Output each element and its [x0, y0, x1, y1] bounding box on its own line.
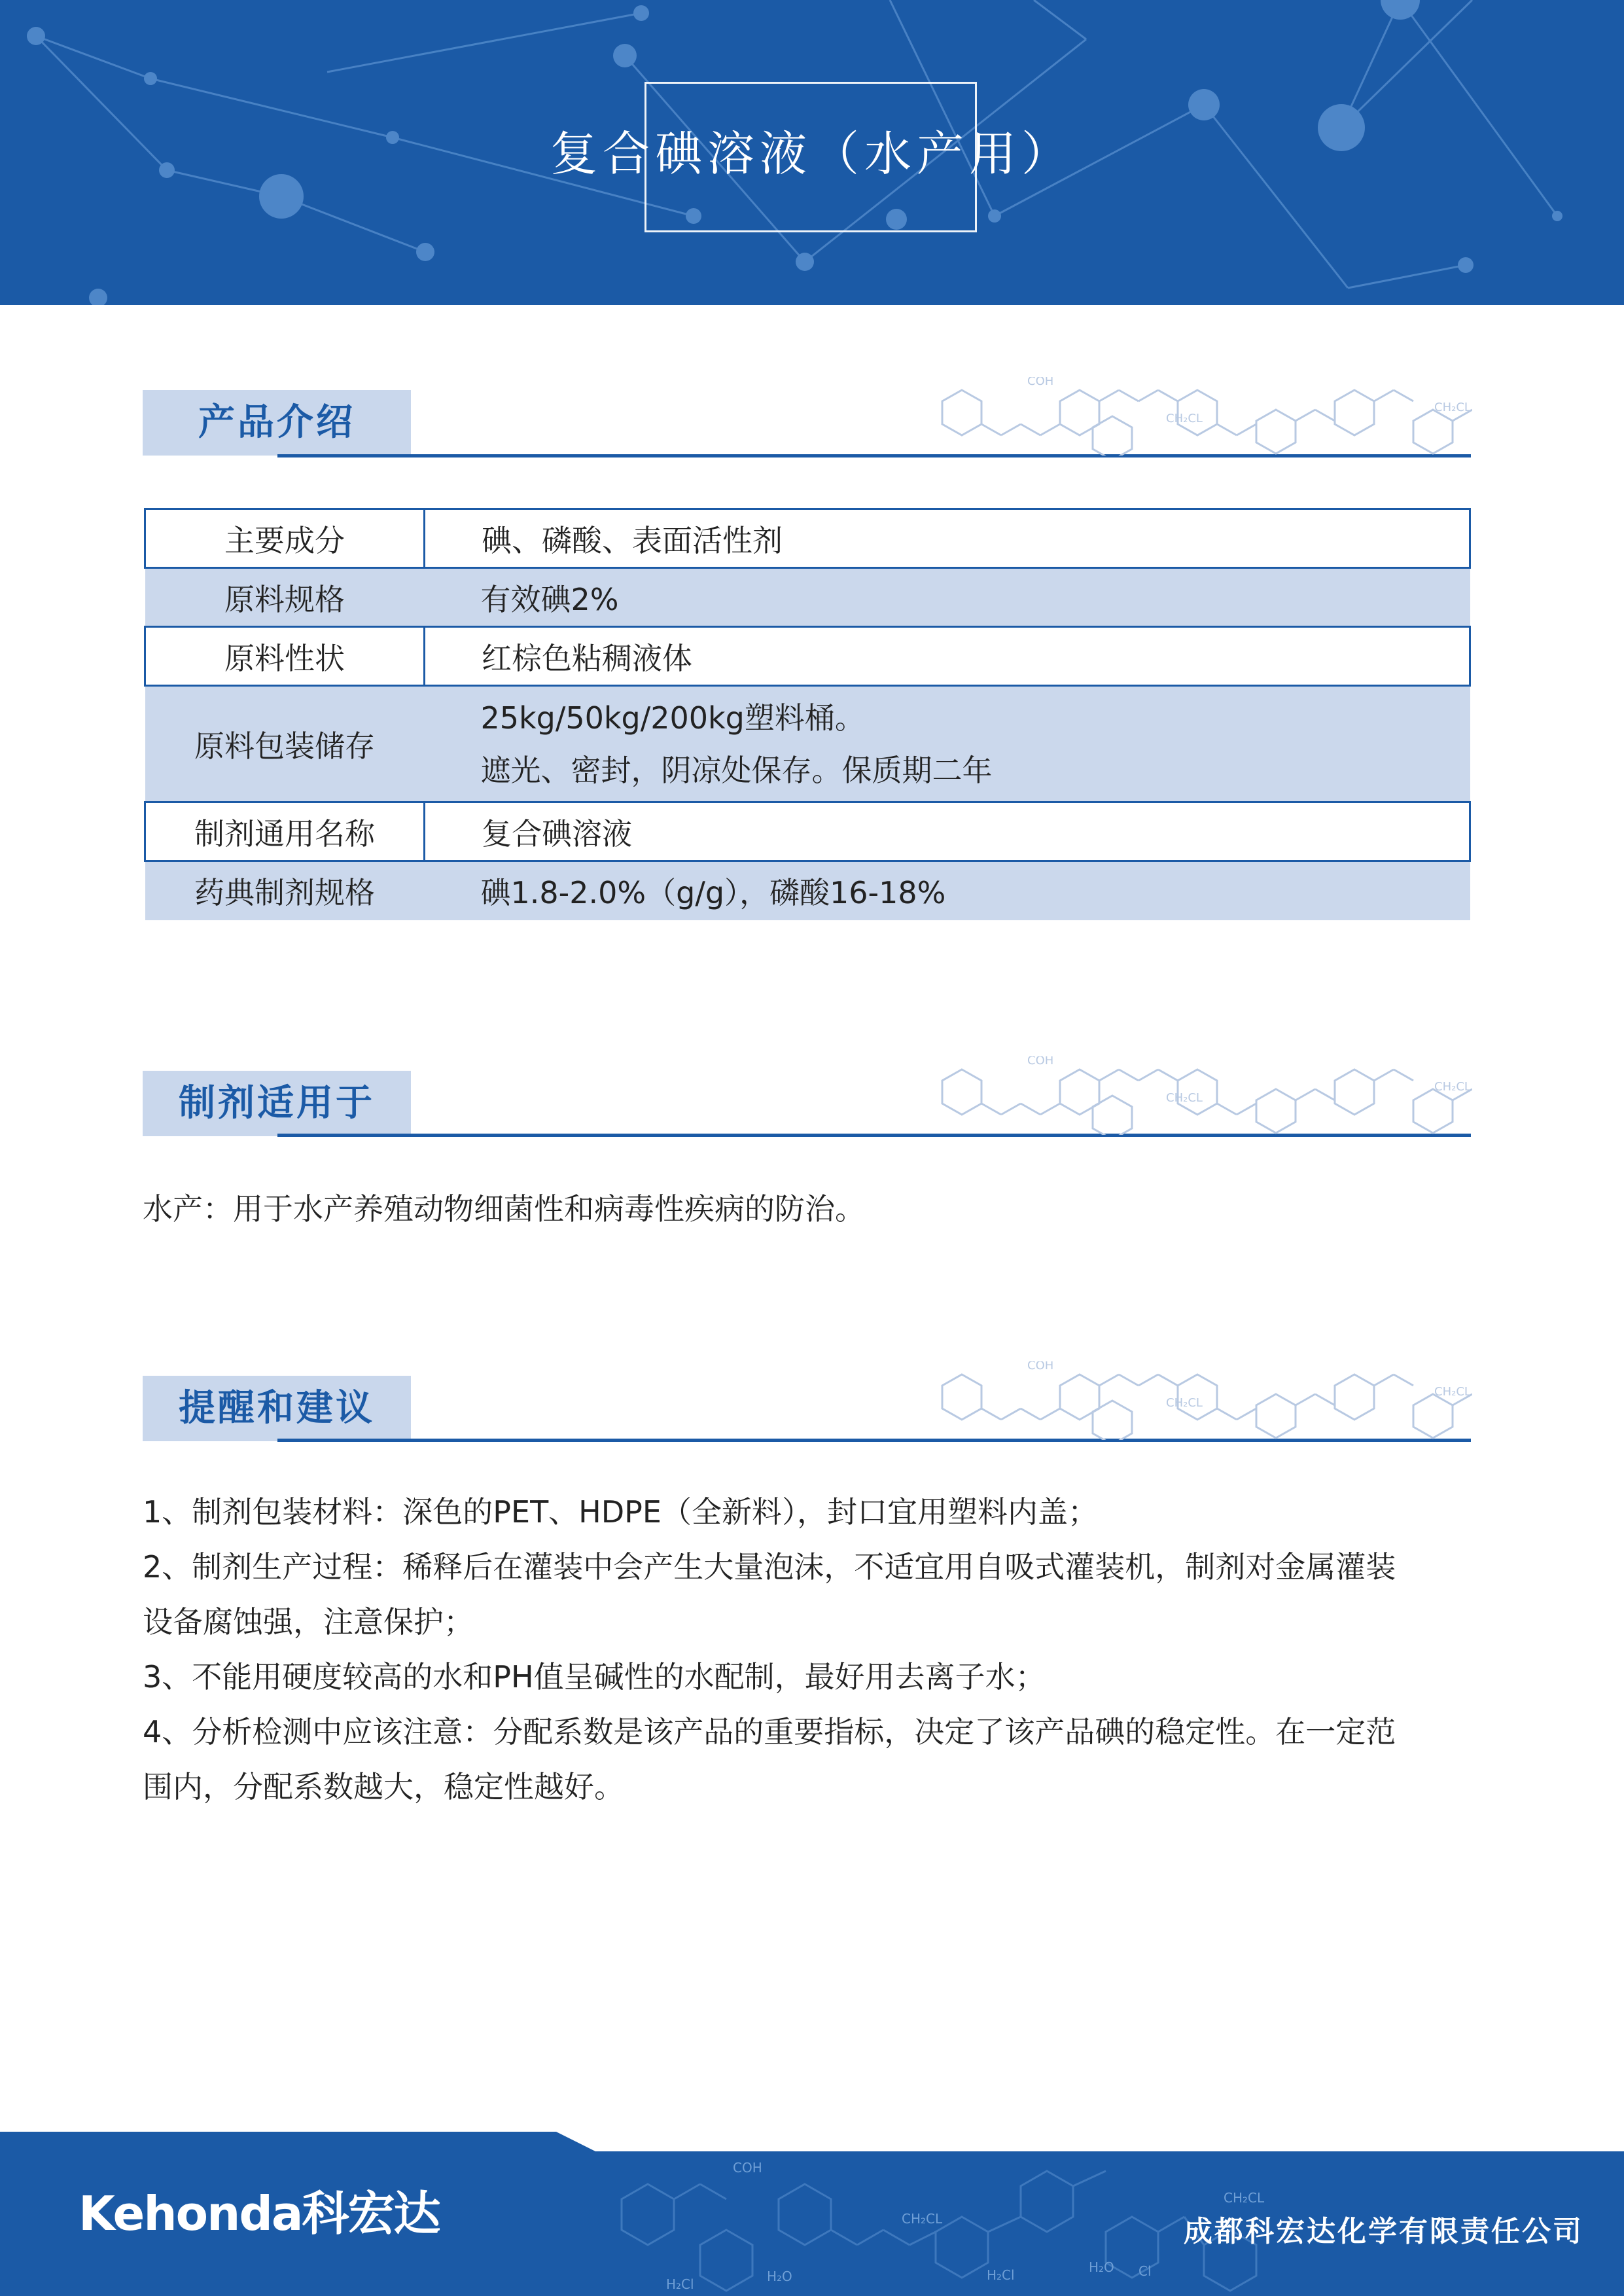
spec-table	[144, 508, 1471, 920]
table-row	[145, 627, 1470, 686]
chemical-structure-decoration	[936, 377, 1472, 456]
note-line: 1、制剂包装材料：深色的PET、HDPE（全新料），封口宜用塑料内盖；	[143, 1494, 1098, 1530]
footer-deco-label: COH	[733, 2160, 762, 2176]
usage-text: 水产：用于水产养殖动物细菌性和病毒性疾病的防治。	[143, 1191, 865, 1227]
chemical-structure-decoration	[936, 1056, 1472, 1135]
page-title: 复合碘溶液（水产用）	[550, 126, 1074, 181]
table-key: 原料规格	[145, 568, 425, 627]
section-tab-notes	[143, 1376, 411, 1441]
deco-label: COH	[1027, 377, 1054, 388]
note-line: 3、不能用硬度较高的水和PH值呈碱性的水配制，最好用去离子水；	[143, 1659, 1046, 1695]
table-value: 有效碘2%	[425, 568, 1470, 627]
table-key: 原料性状	[145, 627, 425, 686]
note-line: 4、分析检测中应该注意：分配系数是该产品的重要指标，决定了该产品碘的稳定性。在一定范	[143, 1714, 1396, 1749]
deco-label: CH₂CL	[1166, 1091, 1203, 1105]
table-row	[145, 861, 1470, 920]
table-row	[145, 568, 1470, 627]
section-tab-usage	[143, 1071, 411, 1136]
company-logo: Kehonda科宏达	[79, 2186, 440, 2241]
table-value	[425, 686, 1470, 802]
section-label-usage: 制剂适用于	[179, 1082, 375, 1124]
footer-deco-label: CH₂CL	[902, 2211, 943, 2227]
deco-label: CH₂CL	[1434, 401, 1471, 414]
footer-deco-label: CH₂CL	[1224, 2190, 1265, 2206]
deco-label: COH	[1027, 1056, 1054, 1067]
footer-deco-label: Cl	[1139, 2263, 1152, 2279]
note-line: 围内，分配系数越大，稳定性越好。	[143, 1769, 624, 1804]
table-row	[145, 686, 1470, 802]
table-value: 复合碘溶液	[425, 802, 1470, 861]
table-key: 制剂通用名称	[145, 802, 425, 861]
footer-deco-label: H₂O	[767, 2269, 792, 2284]
deco-label: COH	[1027, 1361, 1054, 1372]
table-key: 主要成分	[145, 509, 425, 568]
table-key: 原料包装储存	[145, 686, 425, 802]
deco-label: CH₂CL	[1166, 412, 1203, 425]
header-banner	[0, 0, 1624, 305]
notes-list	[143, 1484, 1471, 1814]
table-key: 药典制剂规格	[145, 861, 425, 920]
deco-label: CH₂CL	[1434, 1080, 1471, 1094]
table-value: 碘、磷酸、表面活性剂	[425, 509, 1470, 568]
company-name: 成都科宏达化学有限责任公司	[1184, 2215, 1583, 2248]
note-line: 2、制剂生产过程：稀释后在灌装中会产生大量泡沫，不适宜用自吸式灌装机，制剂对金属灌装	[143, 1549, 1396, 1585]
note-line: 设备腐蚀强，注意保护；	[143, 1604, 474, 1640]
chemical-structure-decoration	[936, 1361, 1472, 1440]
section-label-notes: 提醒和建议	[179, 1387, 375, 1429]
table-value: 红棕色粘稠液体	[425, 627, 1470, 686]
section-label-intro: 产品介绍	[198, 401, 355, 444]
table-row	[145, 509, 1470, 568]
table-value-line: 25kg/50kg/200kg塑料桶。	[480, 700, 865, 736]
table-row	[145, 802, 1470, 861]
footer-deco-label: H₂Cl	[666, 2276, 694, 2292]
table-value-line: 遮光、密封，阴凉处保存。保质期二年	[480, 752, 993, 788]
footer-deco-label: H₂Cl	[987, 2267, 1015, 2283]
footer-deco-label: H₂O	[1089, 2259, 1114, 2275]
table-value: 碘1.8-2.0%（g/g），磷酸16-18%	[425, 861, 1470, 920]
section-tab-intro	[143, 390, 411, 456]
deco-label: CH₂CL	[1166, 1396, 1203, 1410]
deco-label: CH₂CL	[1434, 1385, 1471, 1399]
